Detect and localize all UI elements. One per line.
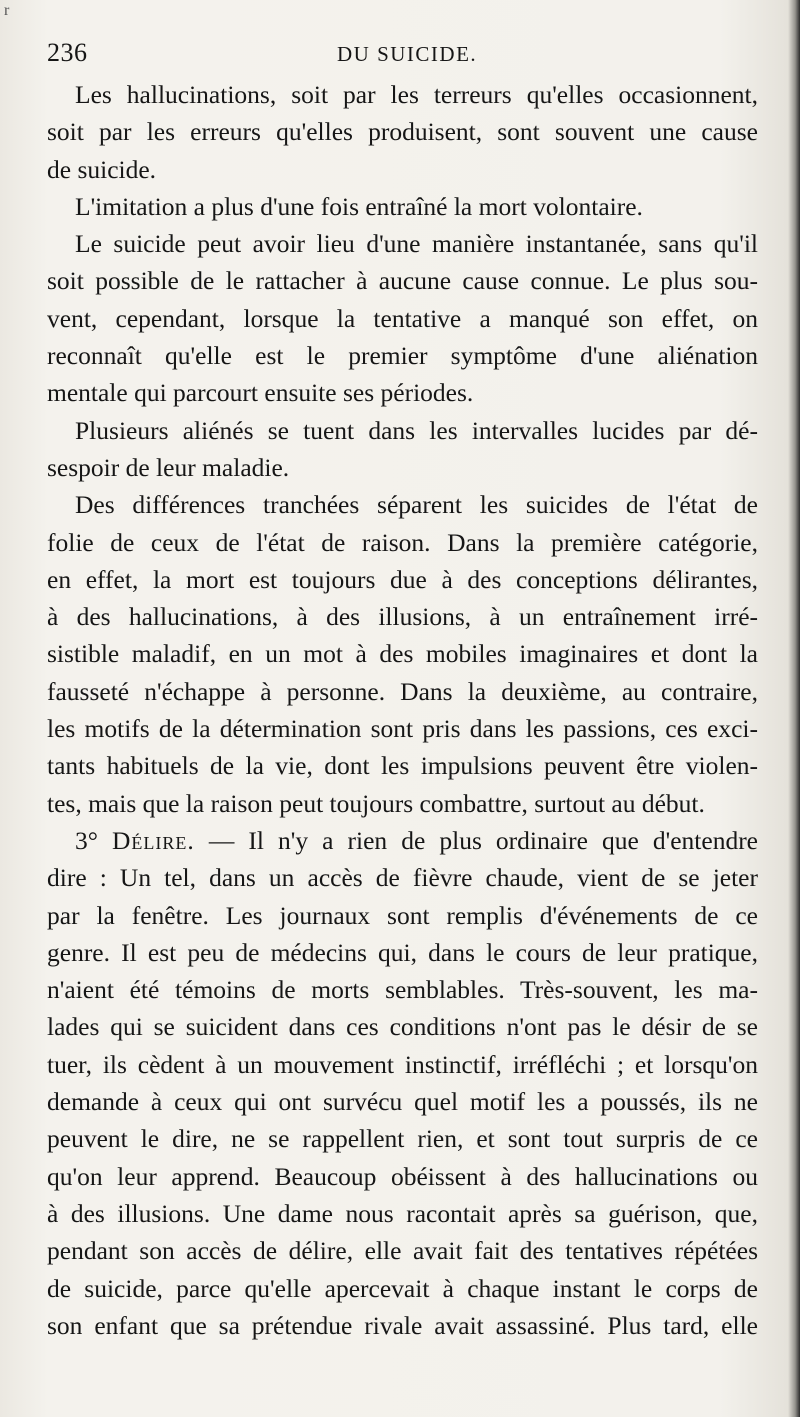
text-line: pendant son accès de délire, elle avait fait des tentatives répétées bbox=[47, 1236, 758, 1266]
text-line: vent, cependant, lorsque la tentative a manqué son effet, on bbox=[47, 303, 758, 333]
text-line: fausseté n'échappe à personne. Dans la deuxième, au contraire, bbox=[47, 676, 758, 706]
text-line: par la fenêtre. Les journaux sont remplis d'événements de ce bbox=[47, 900, 758, 930]
text-line: soit par les erreurs qu'elles produisent, sont souvent une cause bbox=[47, 117, 758, 147]
text-line: tes, mais que la raison peut toujours combattre, surtout au début. bbox=[47, 788, 705, 818]
text-line: de suicide. bbox=[47, 154, 157, 184]
text-line: à des illusions. Une dame nous racontait après sa guérison, que, bbox=[47, 1198, 758, 1228]
text-line: les motifs de la détermination sont pris dans les passions, ces exci- bbox=[47, 714, 758, 744]
text-line: Plusieurs aliénés se tuent dans les intervalles lucides par dé- bbox=[75, 415, 758, 445]
text-line: soit possible de le rattacher à aucune cause connue. Le plus sou- bbox=[47, 266, 758, 296]
text-line: en effet, la mort est toujours due à des conceptions délirantes, bbox=[47, 564, 758, 594]
page-edge-shadow bbox=[788, 0, 800, 1417]
text-line: de suicide, parce qu'elle apercevait à chaque instant le corps de bbox=[47, 1273, 758, 1303]
text-line: à des hallucinations, à des illusions, à un entraînement irré- bbox=[47, 602, 758, 632]
text-line: folie de ceux de l'état de raison. Dans la première catégorie, bbox=[47, 527, 758, 557]
section-heading: Délire. bbox=[112, 825, 195, 855]
text-line: L'imitation a plus d'une fois entraîné la mort volontaire. bbox=[75, 191, 643, 221]
running-head: DU SUICIDE. bbox=[337, 42, 478, 66]
text-line: tants habituels de la vie, dont les impulsions peuvent être violen- bbox=[47, 751, 758, 781]
text-line: mentale qui parcourt ensuite ses périodes. bbox=[47, 378, 474, 408]
page-number: 236 bbox=[47, 38, 88, 67]
text-line: sespoir de leur maladie. bbox=[47, 452, 290, 482]
text-line: lades qui se suicident dans ces conditions n'ont pas le désir de se bbox=[47, 1012, 758, 1042]
text-line: son enfant que sa prétendue rivale avait assassiné. Plus tard, elle bbox=[47, 1310, 758, 1340]
section-number: 3° bbox=[75, 825, 98, 855]
text-line: n'aient été témoins de morts semblables. Très-souvent, les ma- bbox=[47, 975, 758, 1005]
text-line: Les hallucinations, soit par les terreurs qu'elles occasionnent, bbox=[75, 80, 758, 109]
text-line: Des différences tranchées séparent les suicides de l'état de bbox=[75, 490, 758, 520]
section-line bbox=[47, 822, 758, 859]
corner-mark: r bbox=[4, 2, 10, 19]
section-text: — Il n'y a rien de plus ordinaire que d'entendre bbox=[194, 825, 759, 855]
body-text bbox=[47, 76, 758, 1344]
text-line: peuvent le dire, ne se rappellent rien, et sont tout surpris de ce bbox=[47, 1124, 758, 1154]
text-line: reconnaît qu'elle est le premier symptôme d'une aliénation bbox=[47, 341, 758, 371]
text-line: tuer, ils cèdent à un mouvement instinctif, irréfléchi ; et lorsqu'on bbox=[47, 1049, 758, 1079]
text-line: demande à ceux qui ont survécu quel motif les a poussés, ils ne bbox=[47, 1087, 758, 1117]
text-line: genre. Il est peu de médecins qui, dans le cours de leur pratique, bbox=[47, 937, 758, 967]
page-header bbox=[47, 38, 757, 72]
text-line: qu'on leur apprend. Beaucoup obéissent à des hallucinations ou bbox=[47, 1161, 758, 1191]
text-line: Le suicide peut avoir lieu d'une manière instantanée, sans qu'il bbox=[75, 229, 758, 259]
text-line: sistible maladif, en un mot à des mobiles imaginaires et dont la bbox=[47, 639, 758, 669]
text-line: dire : Un tel, dans un accès de fièvre chaude, vient de se jeter bbox=[47, 863, 758, 893]
